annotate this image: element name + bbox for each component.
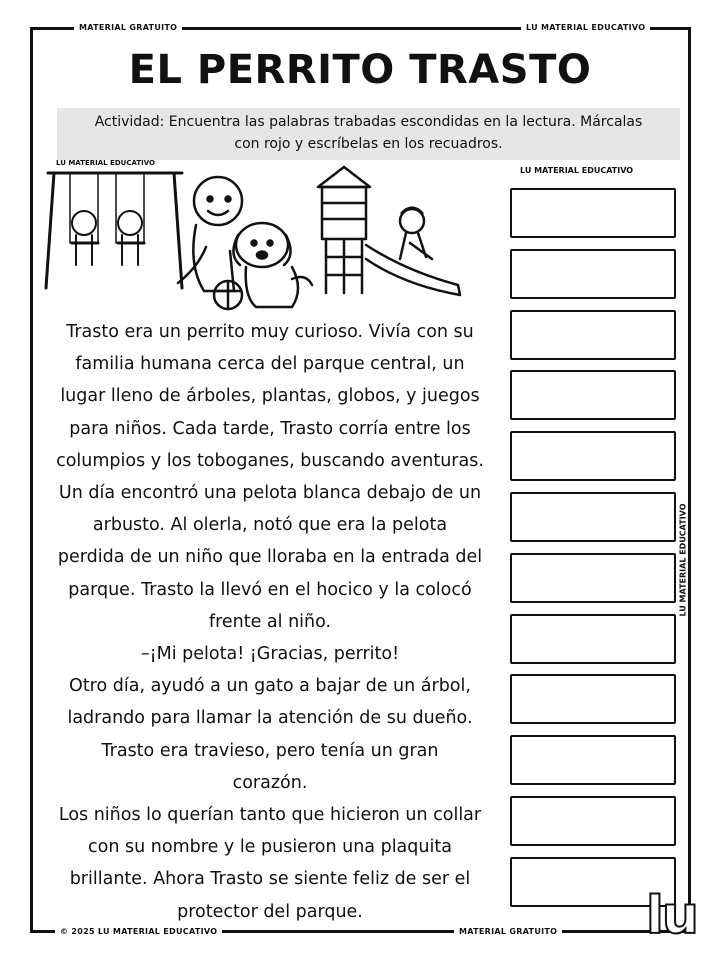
story-line: ladrando para llamar la atención de su dueño. <box>67 708 473 729</box>
page-title: EL PERRITO TRASTO <box>128 47 592 93</box>
footer-left-tag: © 2025 LU MATERIAL EDUCATIVO <box>55 926 222 938</box>
activity-line-1: Actividad: Encuentra las palabras trabadas escondidas en la lectura. Márcalas <box>94 114 643 130</box>
story-line: columpios y los toboganes, buscando aventuras. <box>56 450 484 471</box>
story-line: parque. Trasto la llevó en el hocico y la colocó <box>68 579 472 600</box>
frame-right <box>688 27 691 933</box>
lu-logo: lu <box>646 886 697 946</box>
child-with-dog-icon <box>178 177 312 309</box>
answer-box[interactable] <box>510 188 676 238</box>
header-right-tag: LU MATERIAL EDUCATIVO <box>521 22 650 34</box>
answer-box[interactable] <box>510 614 676 664</box>
story-line: frente al niño. <box>208 611 332 632</box>
frame-left <box>30 27 33 933</box>
story-line: para niños. Cada tarde, Trasto corría entre los <box>69 418 471 439</box>
illustration-tag: LU MATERIAL EDUCATIVO <box>56 159 155 167</box>
activity-instructions <box>57 108 680 160</box>
story-line: corazón. <box>232 772 308 793</box>
story-text <box>50 316 490 928</box>
answer-box[interactable] <box>510 310 676 360</box>
story-line: –¡Mi pelota! ¡Gracias, perrito! <box>140 644 400 665</box>
story-line: con su nombre y le pusieron una plaquita <box>88 837 452 858</box>
story-line: Trasto era travieso, pero tenía un gran <box>101 740 439 761</box>
swing-set-icon <box>46 173 182 288</box>
story-line: Trasto era un perrito muy curioso. Vivía con su <box>66 322 474 342</box>
park-illustration <box>40 163 470 313</box>
answer-column-tag: LU MATERIAL EDUCATIVO <box>520 166 634 175</box>
answer-box[interactable] <box>510 553 676 603</box>
slide-tower-icon <box>318 167 460 295</box>
answer-box[interactable] <box>510 492 676 542</box>
side-tag: LU MATERIAL EDUCATIVO <box>678 503 688 617</box>
answer-box[interactable] <box>510 674 676 724</box>
story-line: Un día encontró una pelota blanca debajo de un <box>58 483 482 504</box>
answer-box[interactable] <box>510 796 676 846</box>
answer-box[interactable] <box>510 431 676 481</box>
answer-box[interactable] <box>510 370 676 420</box>
story-line: perdida de un niño que lloraba en la entrada del <box>57 547 483 568</box>
answer-box[interactable] <box>510 735 676 785</box>
answer-box[interactable] <box>510 249 676 299</box>
header-left-tag: MATERIAL GRATUITO <box>74 22 182 34</box>
story-line: protector del parque. <box>177 901 363 922</box>
story-line: brillante. Ahora Trasto se siente feliz de ser el <box>69 869 471 890</box>
story-line: Otro día, ayudó a un gato a bajar de un árbol, <box>69 676 471 697</box>
story-line: Los niños lo querían tanto que hicieron un collar <box>58 805 482 826</box>
story-line: lugar lleno de árboles, plantas, globos, y juegos <box>60 386 480 407</box>
activity-line-2: con rojo y escríbelas en los recuadros. <box>234 136 503 152</box>
story-line: familia humana cerca del parque central, un <box>75 354 465 375</box>
footer-right-tag: MATERIAL GRATUITO <box>454 926 562 938</box>
story-line: arbusto. Al olerla, notó que era la pelota <box>92 515 448 536</box>
